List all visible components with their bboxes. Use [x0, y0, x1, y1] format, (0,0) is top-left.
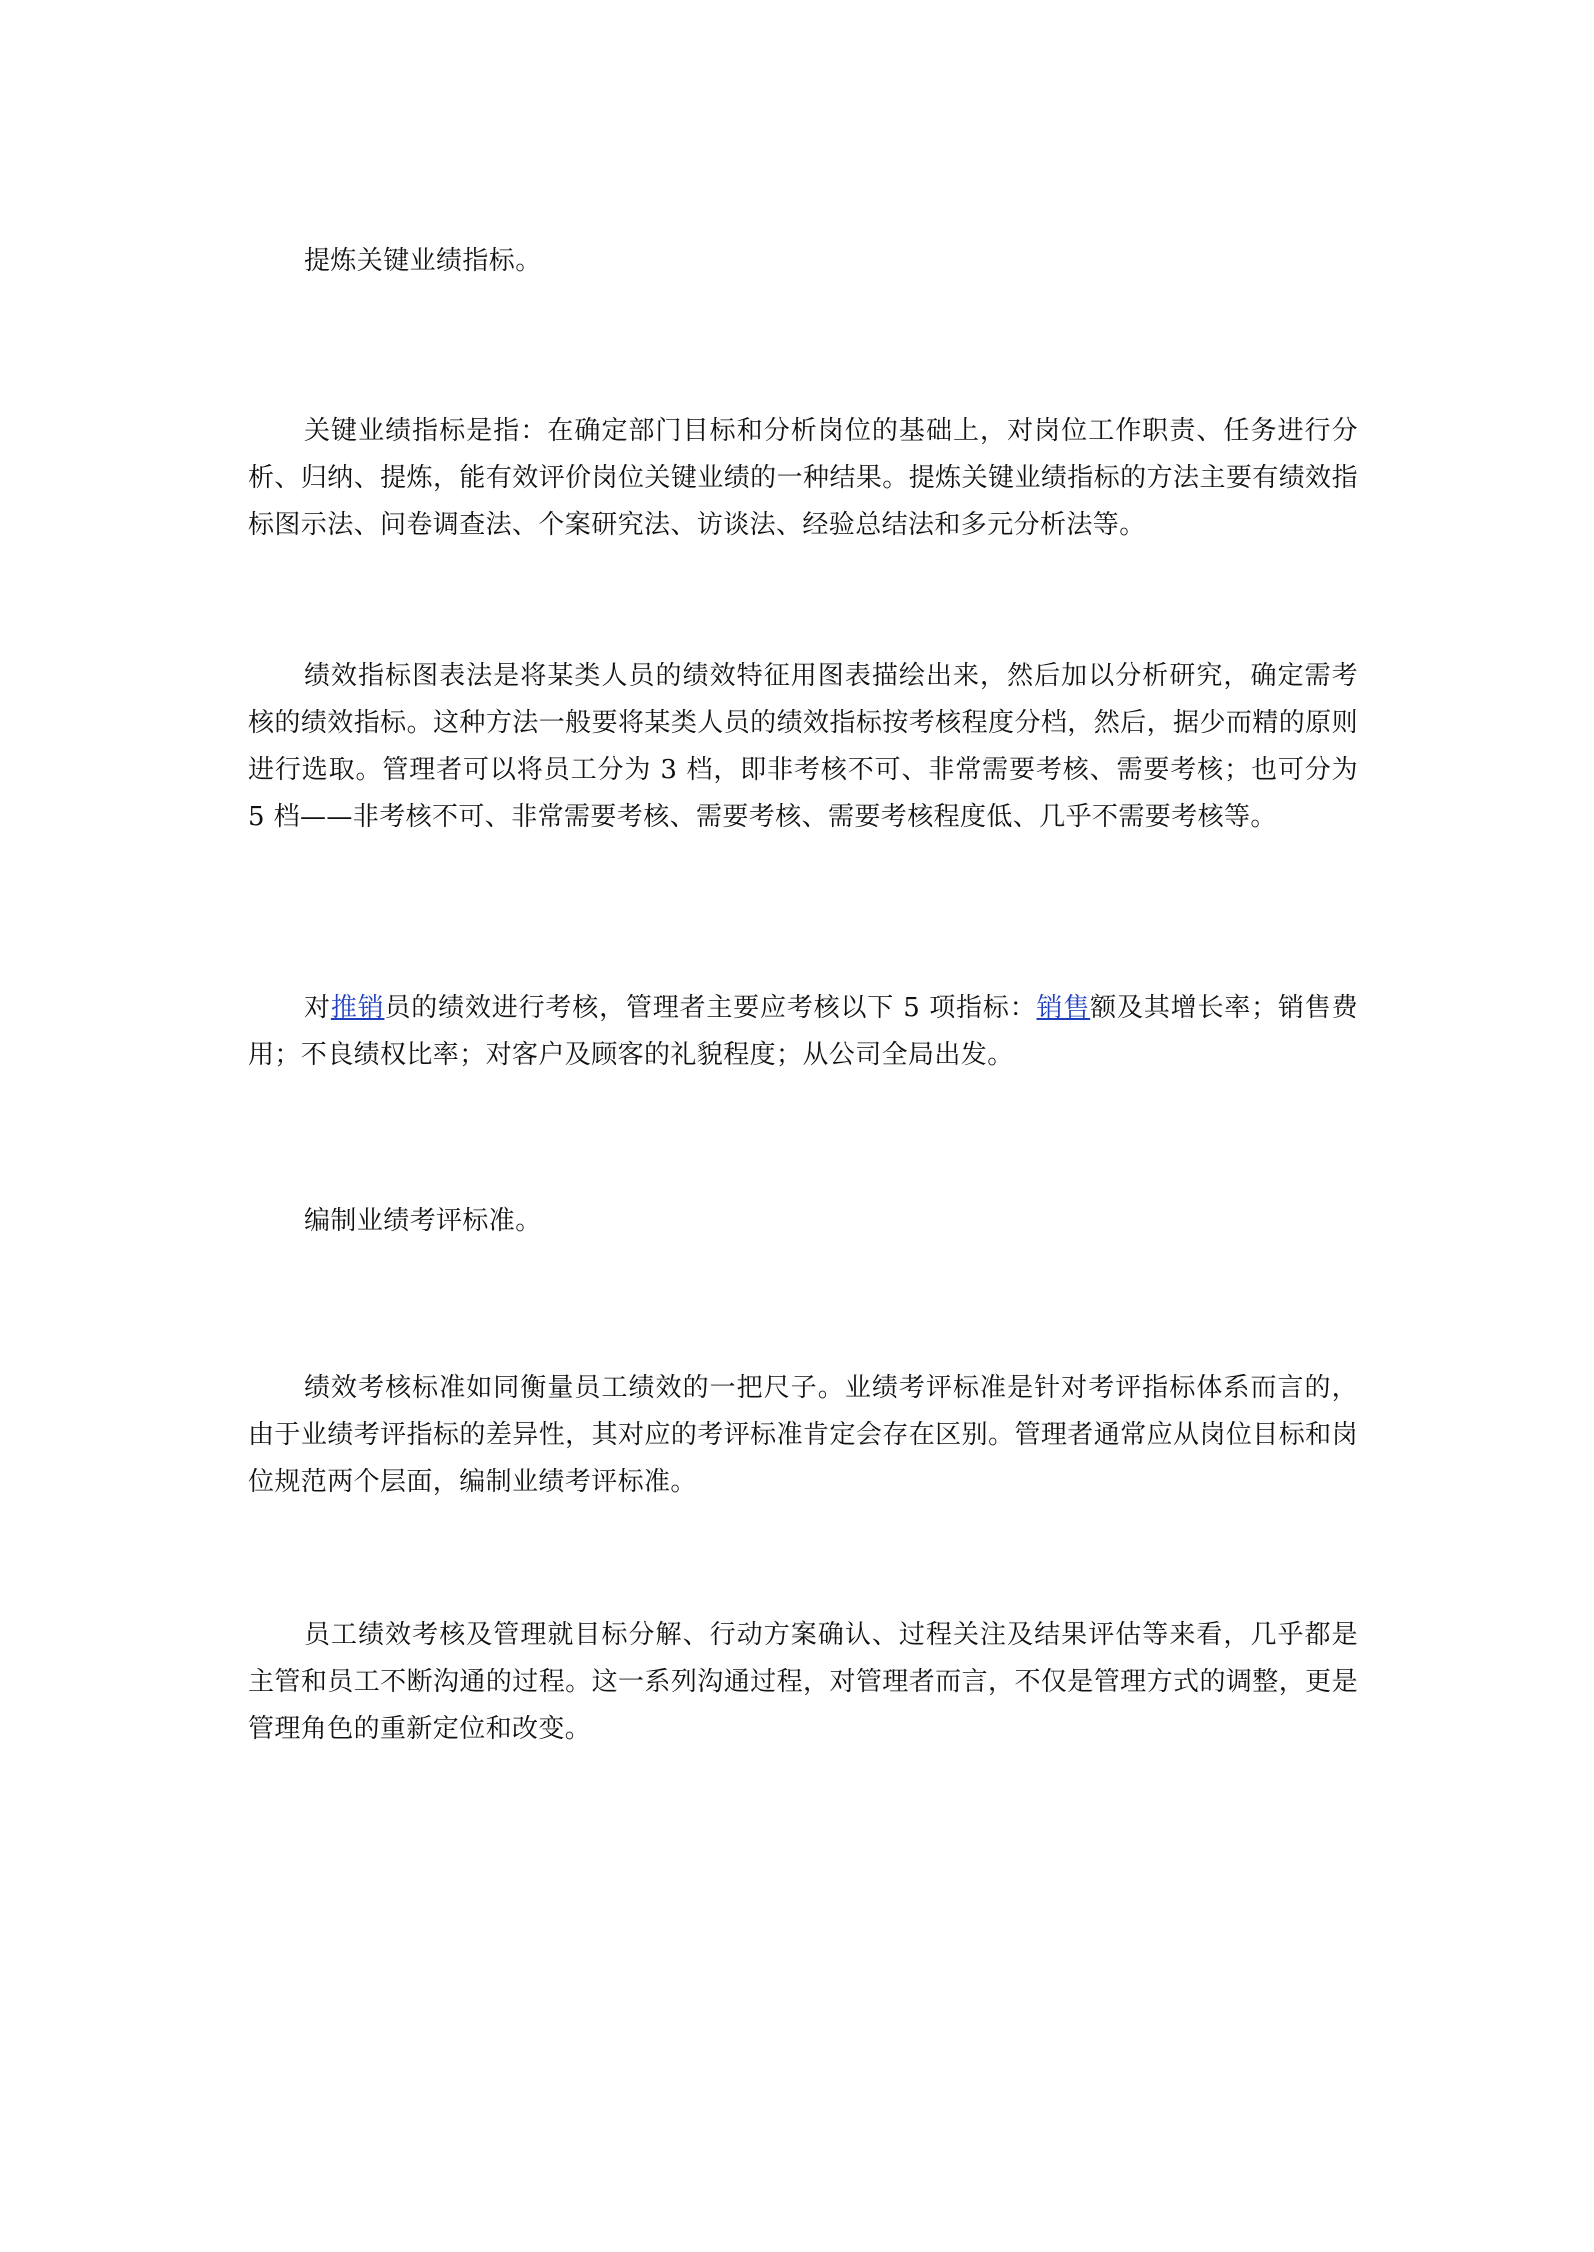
text-segment: 对	[304, 993, 331, 1023]
paragraph-chart-method: 绩效指标图表法是将某类人员的绩效特征用图表描绘出来，然后加以分析研究，确定需考核的绩效指标。这种方法一般要将某类人员的绩效指标按考核程度分档，然后，据少而精的原则进行选取。管理者可以将员工分为 3 档，即非考核不可、非常需要考核、需要考核；也可分为 5 档——非考核不可、非常需要考核、需要考核、需要考核程度低、几乎不需要考核等。	[248, 661, 1358, 832]
link-promotion[interactable]: 推销	[330, 993, 385, 1023]
text-segment: 员的绩效进行考核，管理者主要应考核以下 5 项指标：	[384, 993, 1037, 1023]
section-heading-standards: 编制业绩考评标准。	[304, 1206, 542, 1236]
paragraph-salesperson-indicators	[248, 985, 1358, 1079]
text-segment: 额及其增长率；销售费用；不良绩权比率；对客户及顾客的礼貌程度；从公司全局出发。	[248, 993, 1358, 1070]
paragraph-kpi-definition: 关键业绩指标是指：在确定部门目标和分析岗位的基础上，对岗位工作职责、任务进行分析、归纳、提炼，能有效评价岗位关键业绩的一种结果。提炼关键业绩指标的方法主要有绩效指标图示法、问卷调查法、个案研究法、访谈法、经验总结法和多元分析法等。	[248, 416, 1358, 540]
paragraph-communication: 员工绩效考核及管理就目标分解、行动方案确认、过程关注及结果评估等来看，几乎都是主管和员工不断沟通的过程。这一系列沟通过程，对管理者而言，不仅是管理方式的调整，更是管理角色的重新定位和改变。	[248, 1620, 1358, 1744]
section-heading-extract-kpi: 提炼关键业绩指标。	[304, 246, 542, 276]
link-sales[interactable]: 销售	[1036, 993, 1091, 1023]
paragraph-standards-ruler: 绩效考核标准如同衡量员工绩效的一把尺子。业绩考评标准是针对考评指标体系而言的，由于业绩考评指标的差异性，其对应的考评标准肯定会存在区别。管理者通常应从岗位目标和岗位规范两个层面，编制业绩考评标准。	[248, 1373, 1358, 1497]
